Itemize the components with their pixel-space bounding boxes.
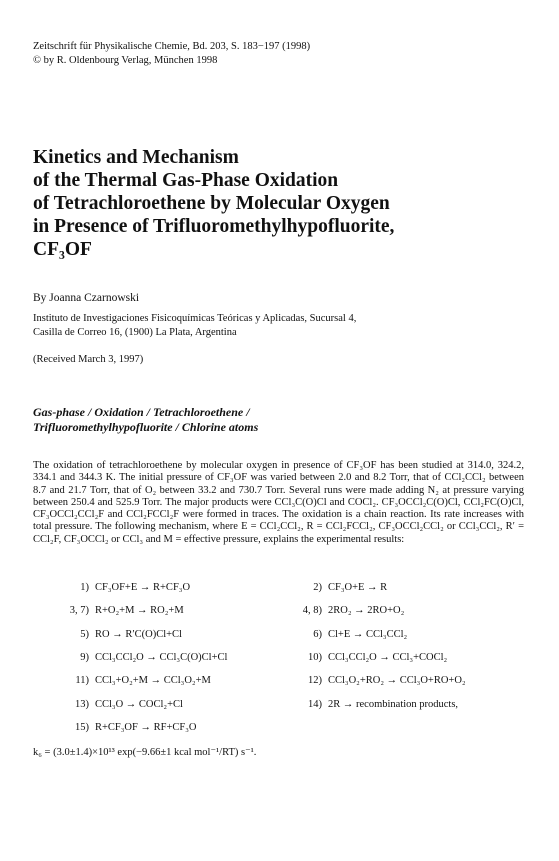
reaction-equation [33,699,183,710]
rate-constant: k₆ = (3.0±1.4)×10¹³ exp(−9.66±1 kcal mol⁻¹/RT) s⁻¹. [33,747,257,758]
reaction-formula: CCl₃+O₂+M → CCl₃O₂+M [95,675,211,687]
reaction-equation [33,629,182,640]
journal-citation: Zeitschrift für Physikalische Chemie, Bd. 203, S. 183−197 (1998) [33,41,311,52]
reaction-equation [260,605,404,616]
reaction-formula: Cl+E → CCl₃CCl₂ [328,628,408,640]
reaction-equation [33,722,196,733]
reaction-equation [260,582,387,593]
affiliation [33,312,356,340]
reaction-formula: CF₃OF+E → R+CF₃O [95,582,191,593]
reaction-number: 13) [75,698,89,710]
reaction-formula: R+O₂+M → RO₂+M [95,605,184,617]
reaction-number: 9) [80,651,89,663]
reaction-number: 1) [80,582,89,593]
journal-header [33,40,310,68]
reaction-equation [33,582,190,593]
affiliation-line: Instituto de Investigaciones Fisicoquímicas Teóricas y Aplicadas, Sucursal 4, [33,313,357,324]
reaction-equation [260,652,447,663]
reaction-equation [33,675,211,686]
reaction-formula: CCl₃O₂+RO₂ → CCl₃O+RO+O₂ [328,675,466,687]
reaction-number: 15) [75,721,89,733]
reaction-formula: RO → R′C(O)Cl+Cl [95,628,182,640]
reaction-number: 4, 8) [302,605,322,617]
reaction-formula: R+CF₃OF → RF+CF₃O [95,721,197,733]
reaction-number: 3, 7) [69,605,89,617]
keywords-line: Trifluoromethylhypofluorite / Chlorine atoms [33,420,259,434]
reaction-formula: 2RO₂ → 2RO+O₂ [328,605,405,617]
reaction-equation [33,605,184,616]
reaction-number: 6) [313,628,322,640]
reaction-formula: CCl₃O → COCl₂+Cl [95,698,183,710]
paper-title [33,146,533,261]
reaction-formula: 2R → recombination products, [328,698,459,710]
abstract: The oxidation of tetrachloroethene by molecular oxygen in presence of CF₃OF has been studied at 314.0, 324.2, 334.1 and 344.3 K. The initial pressure of CF₃OF was varied between 2.0 and 8.2 Torr, that of CCl₂CCl₂ between 8.7 and 21.7 Torr, that of O₂ between 33.2 and 730.7 Torr. Several runs were made adding N₂ at pressure varying between 250.4 and 525.9 Torr. The major products were CCl₃C(O)Cl and COCl₂. CF₃OCCl₂C(O)Cl, CCl₂FC(O)Cl, CF₃OCCl₂CCl₂F and CCl₂FCCl₂F were formed in traces. The oxidation is a chain reaction. Its rate increases with total pressure. The following mechanism, where E = CCl₂CCl₂, R = CCl₂FCCl₂, CF₃OCCl₂CCl₂ or CCl₃CCl₂, R′ = CCl₂F, CF₃OCCl₂ or CCl₃ and M = effective pressure, explains the experimental results: [33,460,524,545]
reaction-equation [260,699,458,710]
title-line: in Presence of Trifluoromethylhypofluorite, [33,216,395,237]
reaction-formula: CCl₃CCl₂O → CCl₃+COCl₂ [328,651,448,663]
reaction-equation [260,675,466,686]
reaction-equation [33,652,227,663]
title-line: of the Thermal Gas-Phase Oxidation [33,170,339,191]
reaction-number: 2) [313,582,322,593]
author: By Joanna Czarnowski [33,292,140,304]
reaction-number: 11) [75,675,89,687]
received-date: (Received March 3, 1997) [33,354,144,365]
copyright-line: © by R. Oldenbourg Verlag, München 1998 [33,55,218,66]
reaction-formula: CF₃O+E → R [328,582,388,593]
affiliation-line: Casilla de Correo 16, (1900) La Plata, Argentina [33,327,237,338]
reaction-formula: CCl₃CCl₂O → CCl₃C(O)Cl+Cl [95,651,228,663]
reaction-number: 14) [308,698,322,710]
reaction-number: 12) [308,675,322,687]
title-line: CF₃OF [33,239,92,260]
keywords-line: Gas-phase / Oxidation / Tetrachloroethene / [33,405,250,419]
title-line: Kinetics and Mechanism [33,147,239,168]
reaction-equation [260,629,407,640]
title-line: of Tetrachloroethene by Molecular Oxygen [33,193,390,214]
keywords [33,405,533,435]
reaction-number: 5) [80,628,89,640]
reaction-number: 10) [308,651,322,663]
